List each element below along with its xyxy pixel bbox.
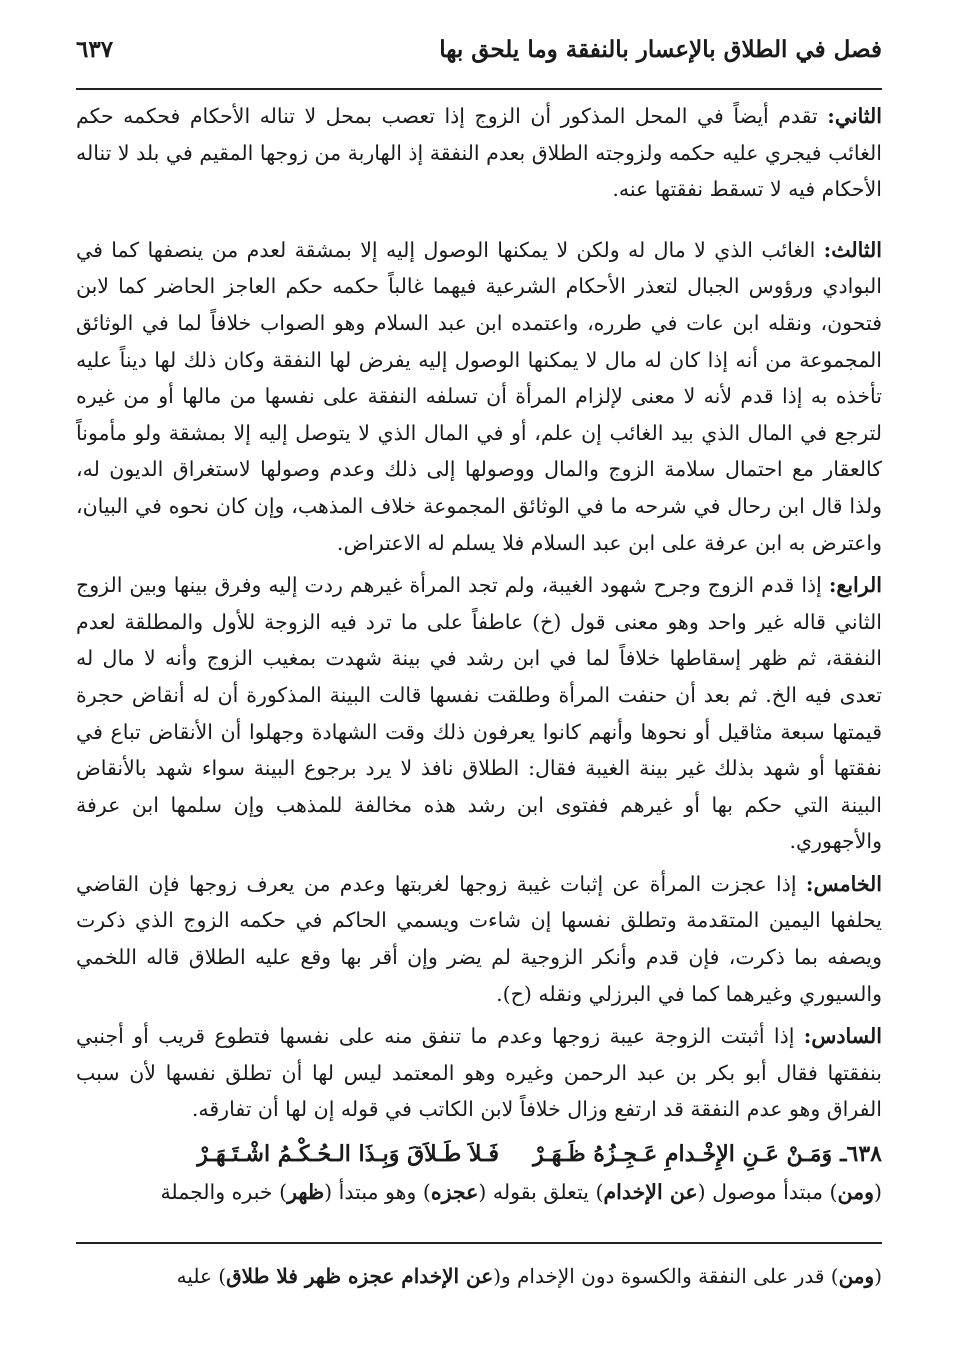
verse-commentary [76, 1174, 882, 1210]
footnote-term: عن الإخدام عجزه ظهر فلا طلاق [226, 1264, 494, 1288]
paragraph-label: الرابع: [828, 573, 882, 598]
running-title: فصل في الطلاق بالإعسار بالنفقة وما يلحق بها [439, 36, 882, 63]
paragraph-text: تقدم أيضاً في المحل المذكور أن الزوج إذا تعصب بمحل لا تناله الأحكام فحكمه حكم الغائب فيجري عليه حكمه ولزوجته الطلاق بعدم النفقة إذ الهاربة من زوجها المقيم في بلد لا تناله الأحكام فيه لا تسقط نفقتها عنه. [76, 104, 882, 202]
paragraph-fifth [76, 866, 882, 1012]
commentary-text: ) مبتدأ موصول ( [697, 1180, 838, 1205]
commentary-term: ظهر [287, 1180, 325, 1205]
commentary-text: ( [874, 1180, 882, 1205]
paragraph-second [76, 98, 882, 208]
paragraph-label: الثالث: [823, 237, 882, 262]
footnote-text: ) قدر على النفقة والكسوة دون الإخدام و( [493, 1264, 839, 1288]
footnote-term: ومن [838, 1264, 875, 1288]
paragraph-label: الثاني: [827, 104, 882, 128]
page-header [76, 30, 882, 90]
paragraph-label: الخامس: [805, 871, 882, 896]
paragraph-text: إذا قدم الزوج وجرح شهود الغيبة، ولم تجد المرأة غيرهم ردت إليه وفرق بينها وبين الزوج الثاني قاله غير واحد وهو معنى قول (خ) عاطفاً على ما ترد فيه الزوجة للأول والمطلقة لعدم النفقة، ثم ظهر إسقاطها خلافاً لما في ابن رشد في بينة شهدت بمغيب الزوج وأنه لا مال له تعدى فيه الخ. ثم بعد أن حنفت المرأة وطلقت نفسها قالت البينة المذكورة أن له أنقاض حجرة قيمتها سبعة مثاقيل أو نحوها وأنهم كانوا يعرفون ذلك وقت الشهادة وجهلوا أن الأنقاض تباع في نفقتها أو شهد بذلك غير بينة الغيبة فقال: الطلاق نافذ لا يرد برجوع البينة سواء شهد بالأنقاض البينة التي حكم بها أو غيرهم ففتوى ابن رشد هذه مخالفة للمذهب وإن سلمها ابن عرفة والأجهوري. [76, 573, 882, 854]
commentary-term: عن الإخدام [603, 1180, 698, 1205]
paragraph-fourth [76, 567, 882, 860]
footnote [177, 1258, 882, 1294]
paragraph-third [76, 232, 882, 561]
paragraph-sixth [76, 1018, 882, 1128]
verse-number: ٦٣٨ـ [840, 1141, 882, 1168]
paragraph-text: إذا أثبتت الزوجة عيبة زوجها وعدم ما تنفق منه على نفسها فتطوع قريب أو أجنبي بنفقتها فقال أبو بكر بن عبد الرحمن وغيره وهو المعتمد ليس لها أن تطلق نفسها لأن سبب الفراق وهو عدم النفقة قد ارتفع وزال خلافاً لابن الكاتب في قوله إن لها أن تفارقه. [76, 1024, 882, 1122]
main-text [76, 98, 882, 1210]
footnote-text: ) عليه [176, 1264, 227, 1288]
commentary-text: ) يتعلق بقوله ( [478, 1180, 604, 1205]
paragraph-label: السادس: [803, 1024, 882, 1049]
paragraph-text: إذا عجزت المرأة عن إثبات غيبة زوجها لغربتها وعدم من يعرف زوجها فإن القاضي يحلفها اليمين المتقدمة وتطلق نفسها إن شاءت ويسمي الحاكم في حكمه الزوج الذي ذكرت ويصفه بما ذكرت، فإن قدم وأنكر الزوجية لم يضر وإن أقر بها وقع عليه الطلاق قاله اللخمي والسيوري وغيرهما كما في البرزلي ونقله (ح). [76, 871, 882, 1006]
commentary-term: ومن [837, 1180, 874, 1205]
verse-first-hemistich: وَمَـنْ عَـنِ الإِخْـدامِ عَـجِـزُهُ ظَـهَـرْ [532, 1141, 833, 1168]
paragraph-text: الغائب الذي لا مال له ولكن لا يمكنها الوصول إليه إلا بمشقة لعدم من ينصفها كما في البوادي ورؤوس الجبال لتعذر الأحكام الشرعية فيهما غالباً حكمه حكم العاجز الحاضر كما لابن فتحون، ونقله ابن عات في طرره، واعتمده ابن عبد السلام وهو الصواب خلافاً لما في الوثائق المجموعة من أنه إذا كان له مال لا يمكنها الوصول إليه يفرض لها النفقة وكان ذلك لها ديناً عليه تأخذه به إذا قدم لأنه لا معنى لإلزام المرأة أن تسلفه النفقة على نفسها من مالها أو من غيره لترجع في المال الذي بيد الغائب إن علم، أو في المال الذي لا يتوصل إليه إلا بمشقة ولو مأموناً كالعقار مع احتمال سلامة الزوج والمال ووصولها إلى ذلك وعدم وصولها لاستغراق الديون له، ولذا قال ابن رحال في شرحه ما في الوثائق المجموعة خلاف المذهب، وإن كان نحوه في البيان، واعترض به ابن عرفة على ابن عبد السلام فلا يسلم له الاعتراض. [76, 237, 882, 555]
commentary-text: ) وهو مبتدأ ( [324, 1180, 431, 1205]
footnote-text: ( [874, 1264, 882, 1288]
page-number: ٦٣٧ [76, 36, 114, 63]
verse-second-hemistich: فَـلاَ طَـلاَقَ وَبِـذَا الـحُـكْـمُ اشْـتَـهَـرْ [197, 1141, 499, 1168]
commentary-text: ) خبره والجملة [160, 1180, 288, 1205]
footnote-divider [76, 1242, 882, 1244]
commentary-term: عجزه [430, 1180, 479, 1205]
book-page [76, 30, 882, 1340]
verse-line [76, 1134, 882, 1174]
